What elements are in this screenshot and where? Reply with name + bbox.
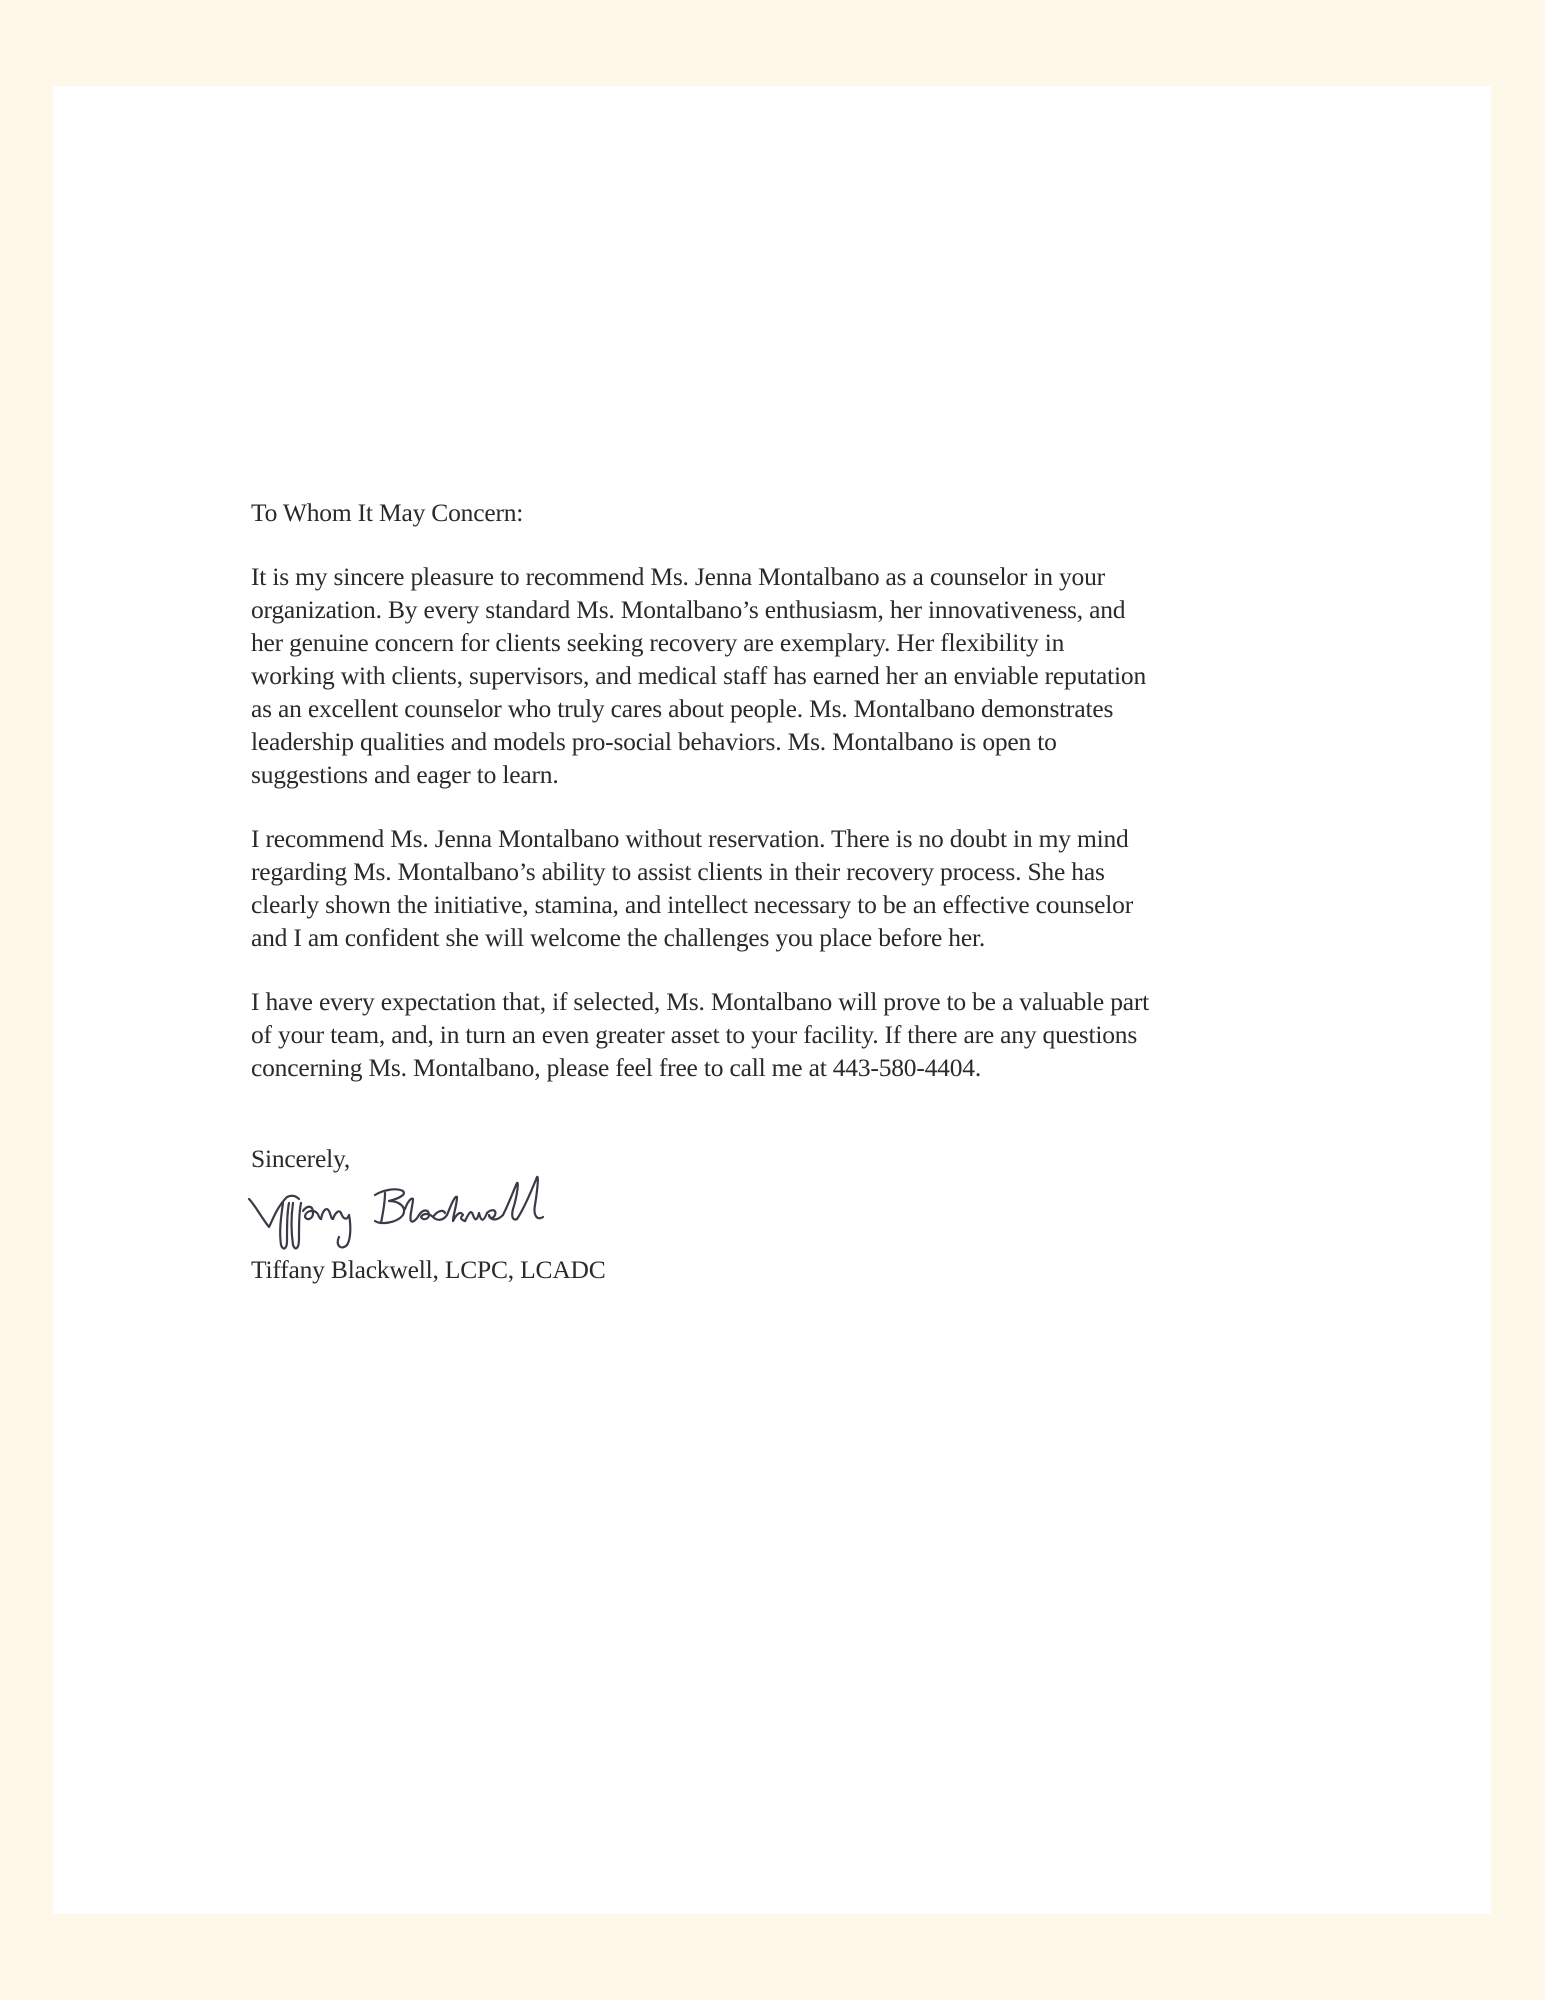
paragraph-2 [251, 822, 1351, 954]
letter-body [251, 496, 1351, 1286]
paragraph-3 [251, 985, 1351, 1084]
signer-name: Tiffany Blackwell, LCPC, LCADC [251, 1255, 606, 1284]
paragraph-line: clearly shown the initiative, stamina, and intellect necessary to be an effective counselor [251, 890, 1133, 919]
paragraph-line: working with clients, supervisors, and medical staff has earned her an enviable reputation [251, 661, 1146, 690]
handwritten-signature [251, 1179, 1351, 1241]
paragraph-line: It is my sincere pleasure to recommend Ms. Jenna Montalbano as a counselor in your [251, 562, 1105, 591]
signature-icon [247, 1169, 647, 1259]
paragraph-line: her genuine concern for clients seeking recovery are exemplary. Her flexibility in [251, 628, 1065, 657]
paragraph-line: regarding Ms. Montalbano’s ability to assist clients in their recovery process. She has [251, 857, 1105, 886]
paragraph-line: concerning Ms. Montalbano, please feel free to call me at 443-580-4404. [251, 1053, 982, 1082]
paragraph-1 [251, 560, 1351, 791]
paragraph-line: leadership qualities and models pro-social behaviors. Ms. Montalbano is open to [251, 727, 1057, 756]
paragraph-line: I recommend Ms. Jenna Montalbano without reservation. There is no doubt in my mind [251, 824, 1129, 853]
paragraph-line: suggestions and eager to learn. [251, 760, 559, 789]
paragraph-line: of your team, and, in turn an even greater asset to your facility. If there are any questions [251, 1020, 1138, 1049]
paragraph-line: as an excellent counselor who truly cares about people. Ms. Montalbano demonstrates [251, 694, 1114, 723]
salutation: To Whom It May Concern: [251, 498, 524, 527]
paragraph-line: and I am confident she will welcome the challenges you place before her. [251, 923, 986, 952]
paragraph-line: I have every expectation that, if selected, Ms. Montalbano will prove to be a valuable part [251, 987, 1150, 1016]
paragraph-line: organization. By every standard Ms. Montalbano’s enthusiasm, her innovativeness, and [251, 595, 1126, 624]
letter-page [53, 86, 1491, 1914]
closing: Sincerely, [251, 1144, 351, 1173]
